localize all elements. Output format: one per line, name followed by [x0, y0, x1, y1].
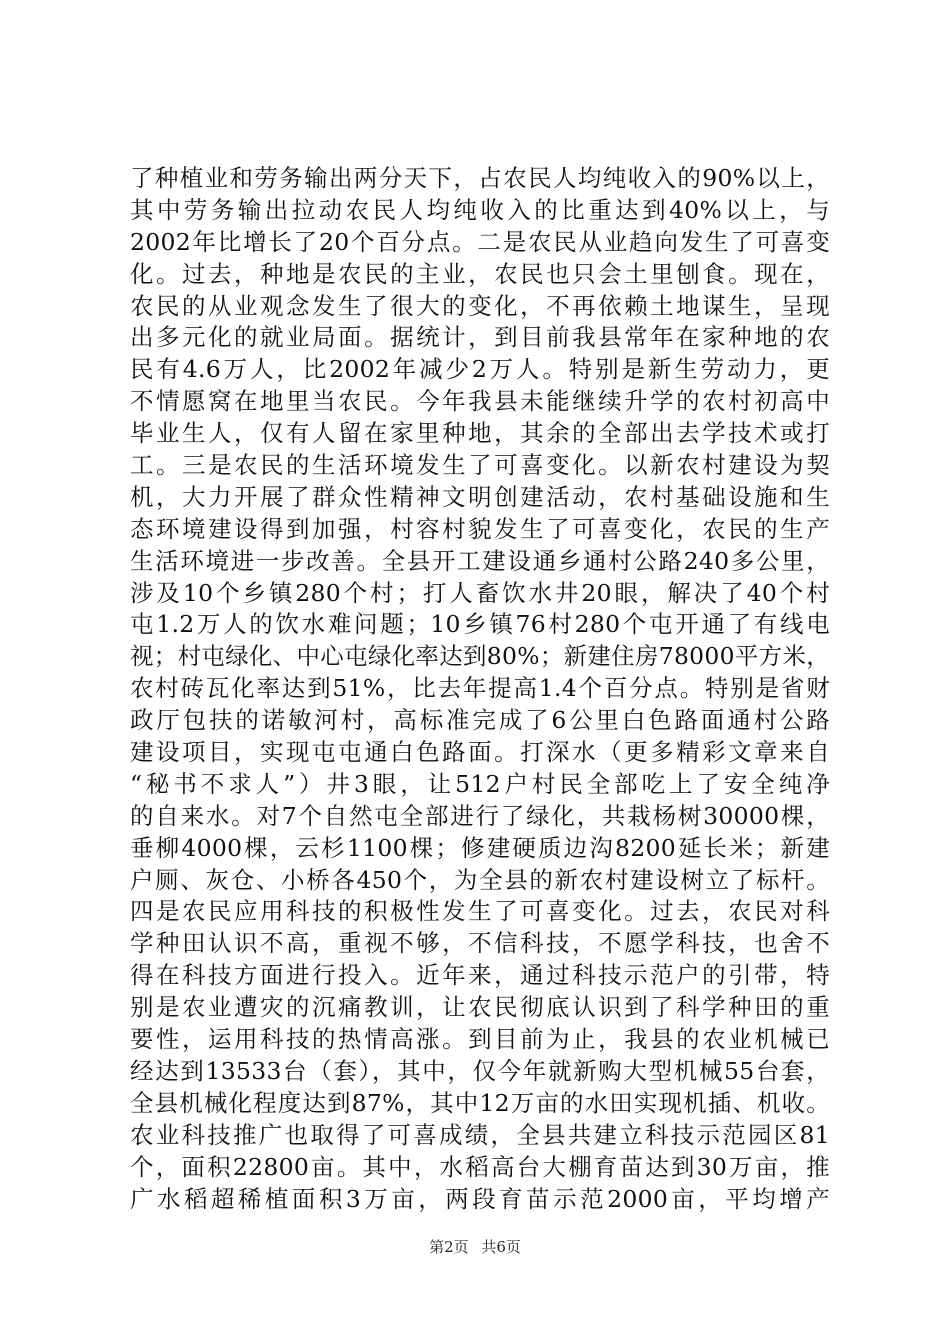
text-line: 农民的从业观念发生了很大的变化，不再依赖土地谋生，呈现: [130, 291, 830, 320]
text-line: 2002年比增长了20个百分点。二是农民从业趋向发生了可喜变: [130, 227, 830, 256]
page-total: 共6页: [481, 1238, 521, 1256]
body-text: [130, 163, 830, 1215]
text-line: “秘书不求人”）井3眼，让512户村民全部吃上了安全纯净: [130, 769, 830, 798]
text-line: 生活环境进一步改善。全县开工建设通乡通村公路240多公里，: [130, 546, 830, 575]
text-line: 了种植业和劳务输出两分天下，占农民人均纯收入的90%以上，: [130, 164, 830, 192]
text-line: 学种田认识不高，重视不够，不信科技，不愿学科技，也舍不: [130, 929, 830, 958]
text-line: 民有4.6万人，比2002年减少2万人。特别是新生劳动力，更: [130, 355, 830, 384]
text-line: 屯1.2万人的饮水难问题；10乡镇76村280个屯开通了有线电: [130, 610, 830, 639]
text-line: 别是农业遭灾的沉痛教训，让农民彻底认识到了科学种田的重: [130, 993, 830, 1022]
text-line: 四是农民应用科技的积极性发生了可喜变化。过去，农民对科: [130, 897, 830, 926]
text-line: 户厕、灰仓、小桥各450个，为全县的新农村建设树立了标杆。: [130, 865, 830, 894]
text-line: 个，面积22800亩。其中，水稻高台大棚育苗达到30万亩，推: [130, 1152, 830, 1181]
text-line: 不情愿窝在地里当农民。今年我县未能继续升学的农村初高中: [130, 387, 830, 416]
text-line: 垂柳4000棵，云杉1100棵；修建硬质边沟8200延长米；新建: [130, 833, 830, 862]
text-line: 毕业生人，仅有人留在家里种地，其余的全部出去学技术或打: [130, 419, 830, 448]
text-line: 要性，运用科技的热情高涨。到目前为止，我县的农业机械已: [130, 1025, 830, 1054]
text-line: 建设项目，实现屯屯通白色路面。打深水（更多精彩文章来自: [130, 738, 830, 767]
text-line: 出多元化的就业局面。据统计，到目前我县常年在家种地的农: [130, 323, 830, 352]
text-line: 全县机械化程度达到87%，其中12万亩的水田实现机插、机收。: [130, 1088, 830, 1117]
text-line: 工。三是农民的生活环境发生了可喜变化。以新农村建设为契: [130, 451, 830, 480]
page-footer: [0, 1236, 950, 1257]
text-line: 农业科技推广也取得了可喜成绩，全县共建立科技示范园区81: [130, 1120, 830, 1149]
text-line: 态环境建设得到加强，村容村貌发生了可喜变化，农民的生产: [130, 514, 830, 543]
text-line: 视；村屯绿化、中心屯绿化率达到80%；新建住房78000平方米，: [130, 642, 830, 671]
text-line: 的自来水。对7个自然屯全部进行了绿化，共栽杨树30000棵，: [130, 801, 830, 830]
text-line: 涉及10个乡镇280个村；打人畜饮水井20眼，解决了40个村: [130, 578, 830, 607]
text-line: 广水稻超稀植面积3万亩，两段育苗示范2000亩，平均增产: [130, 1184, 830, 1213]
text-line: 机，大力开展了群众性精神文明创建活动，农村基础设施和生: [130, 482, 830, 511]
text-line: 得在科技方面进行投入。近年来，通过科技示范户的引带，特: [130, 961, 830, 990]
text-line: 经达到13533台（套），其中，仅今年就新购大型机械55台套，: [130, 1056, 830, 1085]
text-line: 化。过去，种地是农民的主业，农民也只会土里刨食。现在，: [130, 259, 830, 288]
text-line: 其中劳务输出拉动农民人均纯收入的比重达到40%以上，与: [130, 195, 830, 224]
page-number: 第2页: [429, 1238, 469, 1256]
text-line: 政厅包扶的诺敏河村，高标准完成了6公里白色路面通村公路: [130, 706, 830, 735]
text-line: 农村砖瓦化率达到51%，比去年提高1.4个百分点。特别是省财: [130, 674, 830, 703]
